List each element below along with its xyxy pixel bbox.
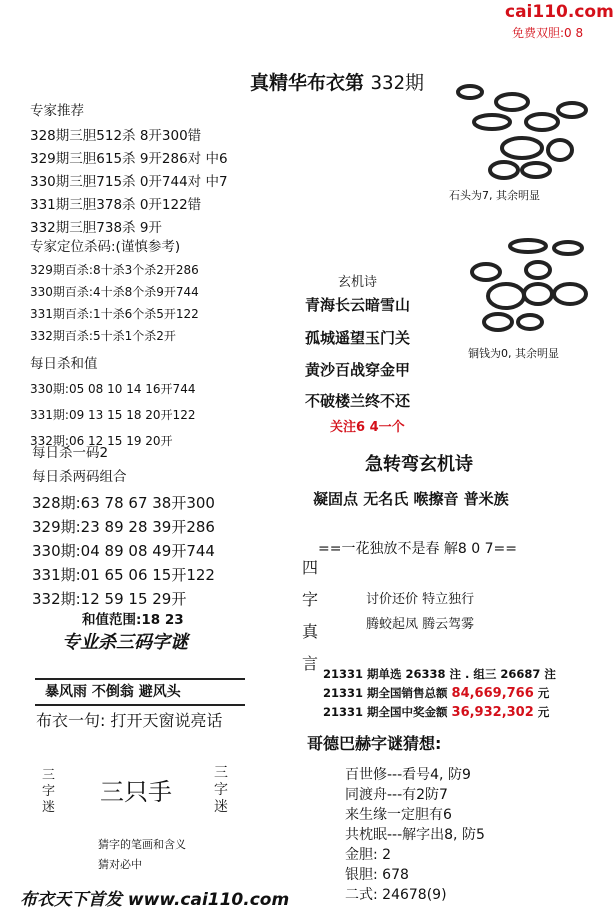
daily-two-row: 328期:63 78 67 38开300 [32,494,215,512]
prize-unit: 元 [537,705,550,719]
goedel-row: 来生缘一定胆有6 [345,807,452,823]
goedel-row: 金胆: 2 [345,847,392,863]
goedel-row: 银胆: 678 [345,867,409,883]
daily-two-section [32,467,215,611]
prize-value: 36,932,302 [451,705,534,720]
poem-line: 孤城遥望玉门关 [305,329,411,347]
zimi-left-char: 迷 [42,800,56,815]
prize-label: 21331 期全国中奖金额 [323,705,448,719]
goedel-heading: 哥德巴赫字谜猜想: [307,734,442,753]
zimi-right-char: 三 [214,765,228,781]
footer-banner: 布衣天下首发 www.cai110.com [20,890,290,910]
daily-sum-heading: 每日杀和值 [30,356,98,372]
poem-line: 不破楼兰终不还 [305,392,411,410]
daily-sum-row: 331期:09 13 15 18 20开122 [30,408,196,422]
four-char: 字 [302,590,319,609]
daily-two-row: 329期:23 89 28 39开286 [32,518,215,536]
coins-caption: 铜钱为0, 其余明显 [468,347,559,360]
left-words: 暴风雨 不倒翁 避风头 [45,684,181,700]
sum-range: 和值范围:18 23 [82,612,184,628]
turn-poem-words: 凝固点 无名氏 喉擦音 普米族 [313,490,509,508]
riddle-title: 专业杀三码字谜 [62,632,188,653]
expert-row: 328期三胆512杀 8开300错 [30,128,202,144]
daily-kill-one: 每日杀一码2 [32,445,109,461]
stones-sketch [440,78,600,198]
zimi-hint: 猜字的笔画和含义 [98,838,186,851]
poem-heading: 玄机诗 [338,275,378,290]
position-kill-heading: 专家定位杀码:(谨慎参考) [30,239,181,255]
position-kill-row: 329期百杀:8十杀3个杀2开286 [30,263,199,277]
goedel-row: 共枕眠---解字出8, 防5 [345,827,485,843]
daily-sum-row: 332期:06 12 15 19 20开 [30,434,173,448]
position-kill-row: 332期百杀:5十杀1个杀2开 [30,329,176,343]
daily-two-row: 331期:01 65 06 15开122 [32,566,215,584]
sales-value: 84,669,766 [451,686,534,701]
zimi-main: 三只手 [100,778,172,806]
one-phrase: 布衣一句: 打开天窗说亮话 [36,711,223,730]
expert-section [30,101,228,240]
stones-caption: 石头为7, 其余明显 [449,189,540,202]
zimi-left-char: 字 [42,784,56,799]
poem-line: 黄沙百战穿金甲 [305,361,411,379]
daily-sum-section [30,354,195,454]
expert-heading: 专家推荐 [30,103,84,119]
zimi-left-char: 三 [42,768,56,783]
title-prefix: 真精华布衣第 [250,72,365,94]
four-char-line: 讨价还价 特立独行 [366,592,475,607]
zimi-right-label [214,765,228,816]
position-kill-row: 331期百杀:1十杀6个杀5开122 [30,307,199,321]
stats-line-1: 21331 期单选 26338 注 . 组三 26687 注 [323,667,556,681]
expert-row: 329期三胆615杀 9开286对 中6 [30,151,228,167]
goedel-row: 百世修---看号4, 防9 [345,767,471,783]
flower-line: ==一花独放不是春 解8 0 7== [318,541,517,557]
turn-poem-heading: 急转弯玄机诗 [365,454,473,475]
four-char: 真 [302,622,319,641]
goedel-row: 二式: 24678(9) [345,887,447,903]
sales-label: 21331 期全国销售总额 [323,686,448,700]
four-char-line-2: 腾蛟起凤 腾云驾雾 [366,617,475,632]
four-char-label [302,552,318,680]
daily-sum-row: 330期:05 08 10 14 16开744 [30,382,196,396]
site-logo: cai110.com [505,2,614,22]
poem-line: 青海长云暗雪山 [305,296,411,314]
sales-unit: 元 [537,686,550,700]
daily-two-heading: 每日杀两码组合 [32,469,127,485]
zimi-left-label [42,768,55,816]
stats-line-2 [323,685,549,701]
four-char: 四 [302,558,319,577]
position-kill-section [30,237,199,347]
goedel-list [345,765,485,905]
goedel-row: 同渡舟---有2防7 [345,787,448,803]
coins-sketch [458,236,596,340]
follow-note: 关注6 4一个 [330,420,405,435]
daily-two-row: 332期:12 59 15 29开 [32,590,187,608]
issue-number: 332期 [370,72,424,94]
daily-two-row: 330期:04 89 08 49开744 [32,542,215,560]
page-title [250,68,424,95]
expert-row: 332期三胆738杀 9开 [30,220,162,236]
stats-line-3 [323,704,549,720]
zimi-hint-2: 猜对必中 [98,858,142,871]
four-char: 言 [302,654,319,673]
zimi-right-char: 迷 [214,799,228,815]
expert-row: 330期三胆715杀 0开744对 中7 [30,174,228,190]
position-kill-row: 330期百杀:4十杀8个杀9开744 [30,285,199,299]
expert-row: 331期三胆378杀 0开122错 [30,197,202,213]
zimi-right-char: 字 [214,782,228,798]
free-pick: 免费双胆:0 8 [512,26,584,40]
